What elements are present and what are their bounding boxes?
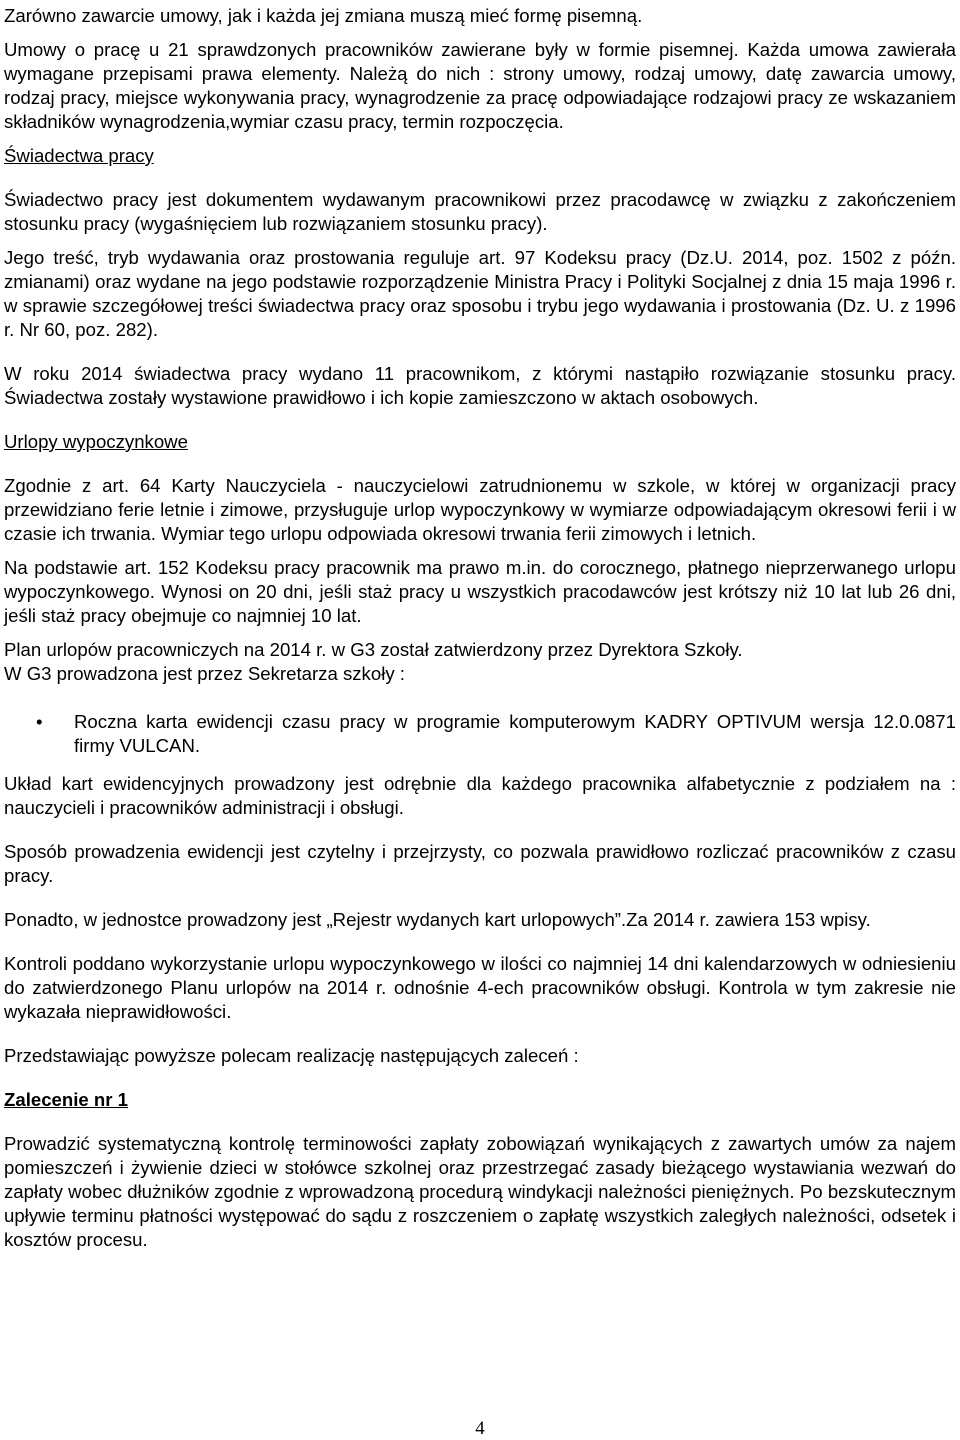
paragraph-plan-urlopow: Plan urlopów pracowniczych na 2014 r. w G3 został zatwierdzony przez Dyrektora Szkoły.	[4, 639, 743, 660]
heading-zalecenie-nr-1: Zalecenie nr 1	[4, 1089, 129, 1110]
paragraph-zalecenia-intro: Przedstawiając powyższe polecam realizację następujących zaleceń :	[4, 1045, 579, 1066]
paragraph-contracts: Umowy o pracę u 21 sprawdzonych pracowników zawierane były w formie pisemnej. Każda umowa zawierała wymagane przepisami prawa elementy. Należą do nich : strony umowy, rodzaj umowy, datę zawarcia umowy, rodzaj pracy, miejsce wykonywania pracy, wynagrodzenie za pracę odpowiadające rodzajowi pracy ze wskazaniem składników wynagrodzenia,wymiar czasu pracy, termin rozpoczęcia.	[4, 39, 956, 132]
paragraph-issued-2014: W roku 2014 świadectwa pracy wydano 11 pracownikom, z którymi nastąpiło rozwiązanie stosunku pracy. Świadectwa zostały wystawione prawidłowo i ich kopie zamieszczono w aktach osobowych.	[4, 363, 956, 408]
page-number: 4	[475, 1418, 485, 1439]
bullet-text: Roczna karta ewidencji czasu pracy w programie komputerowym KADRY OPTIVUM wersja 12.0.0871 firmy VULCAN.	[74, 711, 956, 756]
paragraph-sposob-prowadzenia: Sposób prowadzenia ewidencji jest czytelny i przejrzysty, co pozwala prawidłowo rozliczać pracowników z czasu pracy.	[4, 841, 956, 886]
heading-urlopy-wypoczynkowe: Urlopy wypoczynkowe	[4, 431, 188, 452]
paragraph-rejestr: Ponadto, w jednostce prowadzony jest „Rejestr wydanych kart urlopowych”.Za 2014 r. zawiera 153 wpisy.	[4, 909, 871, 930]
paragraph-kodeks-pracy: Na podstawie art. 152 Kodeksu pracy pracownik ma prawo m.in. do corocznego, płatnego nieprzerwanego urlopu wypoczynkowego. Wynosi on 20 dni, jeśli staż pracy u wszystkich pracodawców jest krótszy niż 10 lat lub 26 dni, jeśli staż pracy obejmuje co najmniej 10 lat.	[4, 557, 956, 626]
paragraph-form-requirement: Zarówno zawarcie umowy, jak i każda jej zmiana muszą mieć formę pisemną.	[4, 5, 643, 26]
paragraph-swiadectwo-definition: Świadectwo pracy jest dokumentem wydawanym pracownikowi przez pracodawcę w związku z zakończeniem stosunku pracy (wygaśnięciem lub rozwiązaniem stosunku pracy).	[4, 189, 956, 234]
paragraph-legal-basis: Jego treść, tryb wydawania oraz prostowania reguluje art. 97 Kodeksu pracy (Dz.U. 2014, poz. 1502 z późn. zmianami) oraz wydane na jego podstawie rozporządzenie Ministra Pracy i Polityki Socjalnej z dnia 15 maja 1996 r. w sprawie szczegółowej treści świadectwa pracy oraz sposobu i trybu jego wydawania i prostowania (Dz. U. z 1996 r. Nr 60, poz. 282).	[4, 247, 956, 340]
heading-swiadectwa-pracy: Świadectwa pracy	[4, 145, 154, 166]
document-page	[4, 0, 956, 1252]
bullet-list-item	[4, 710, 956, 758]
paragraph-karta-nauczyciela: Zgodnie z art. 64 Karty Nauczyciela - nauczycielowi zatrudnionemu w szkole, w której w organizacji pracy przewidziano ferie letnie i zimowe, przysługuje urlop wypoczynkowy w wymiarze odpowiadającym okresowi ferii i w czasie ich trwania. Wymiar tego urlopu odpowiada okresowi trwania ferii zimowych i letnich.	[4, 475, 956, 544]
paragraph-kontrola: Kontroli poddano wykorzystanie urlopu wypoczynkowego w ilości co najmniej 14 dni kalendarzowych w odniesieniu do zatwierdzonego Planu urlopów na 2014 r. odnośnie 4-ech pracowników obsługi. Kontrola w tym zakresie nie wykazała nieprawidłowości.	[4, 953, 956, 1022]
paragraph-zalecenie-1-body: Prowadzić systematyczną kontrolę terminowości zapłaty zobowiązań wynikających z zawartych umów za najem pomieszczeń i żywienie dzieci w stołówce szkolnej oraz przestrzegać zasady bieżącego wystawiania wezwań do zapłaty wobec dłużników zgodnie z wprowadzoną procedurą windykacji należności pieniężnych. Po bezskutecznym upływie terminu płatności występować do sądu z roszczeniem o zapłatę wszystkich zaległych należności, odsetek i kosztów procesu.	[4, 1133, 956, 1250]
paragraph-uklad-kart: Układ kart ewidencyjnych prowadzony jest odrębnie dla każdego pracownika alfabetycznie z podziałem na : nauczycieli i pracowników administracji i obsługi.	[4, 773, 956, 818]
paragraph-sekretarz: W G3 prowadzona jest przez Sekretarza szkoły :	[4, 663, 405, 684]
bullet-icon: •	[36, 711, 43, 732]
